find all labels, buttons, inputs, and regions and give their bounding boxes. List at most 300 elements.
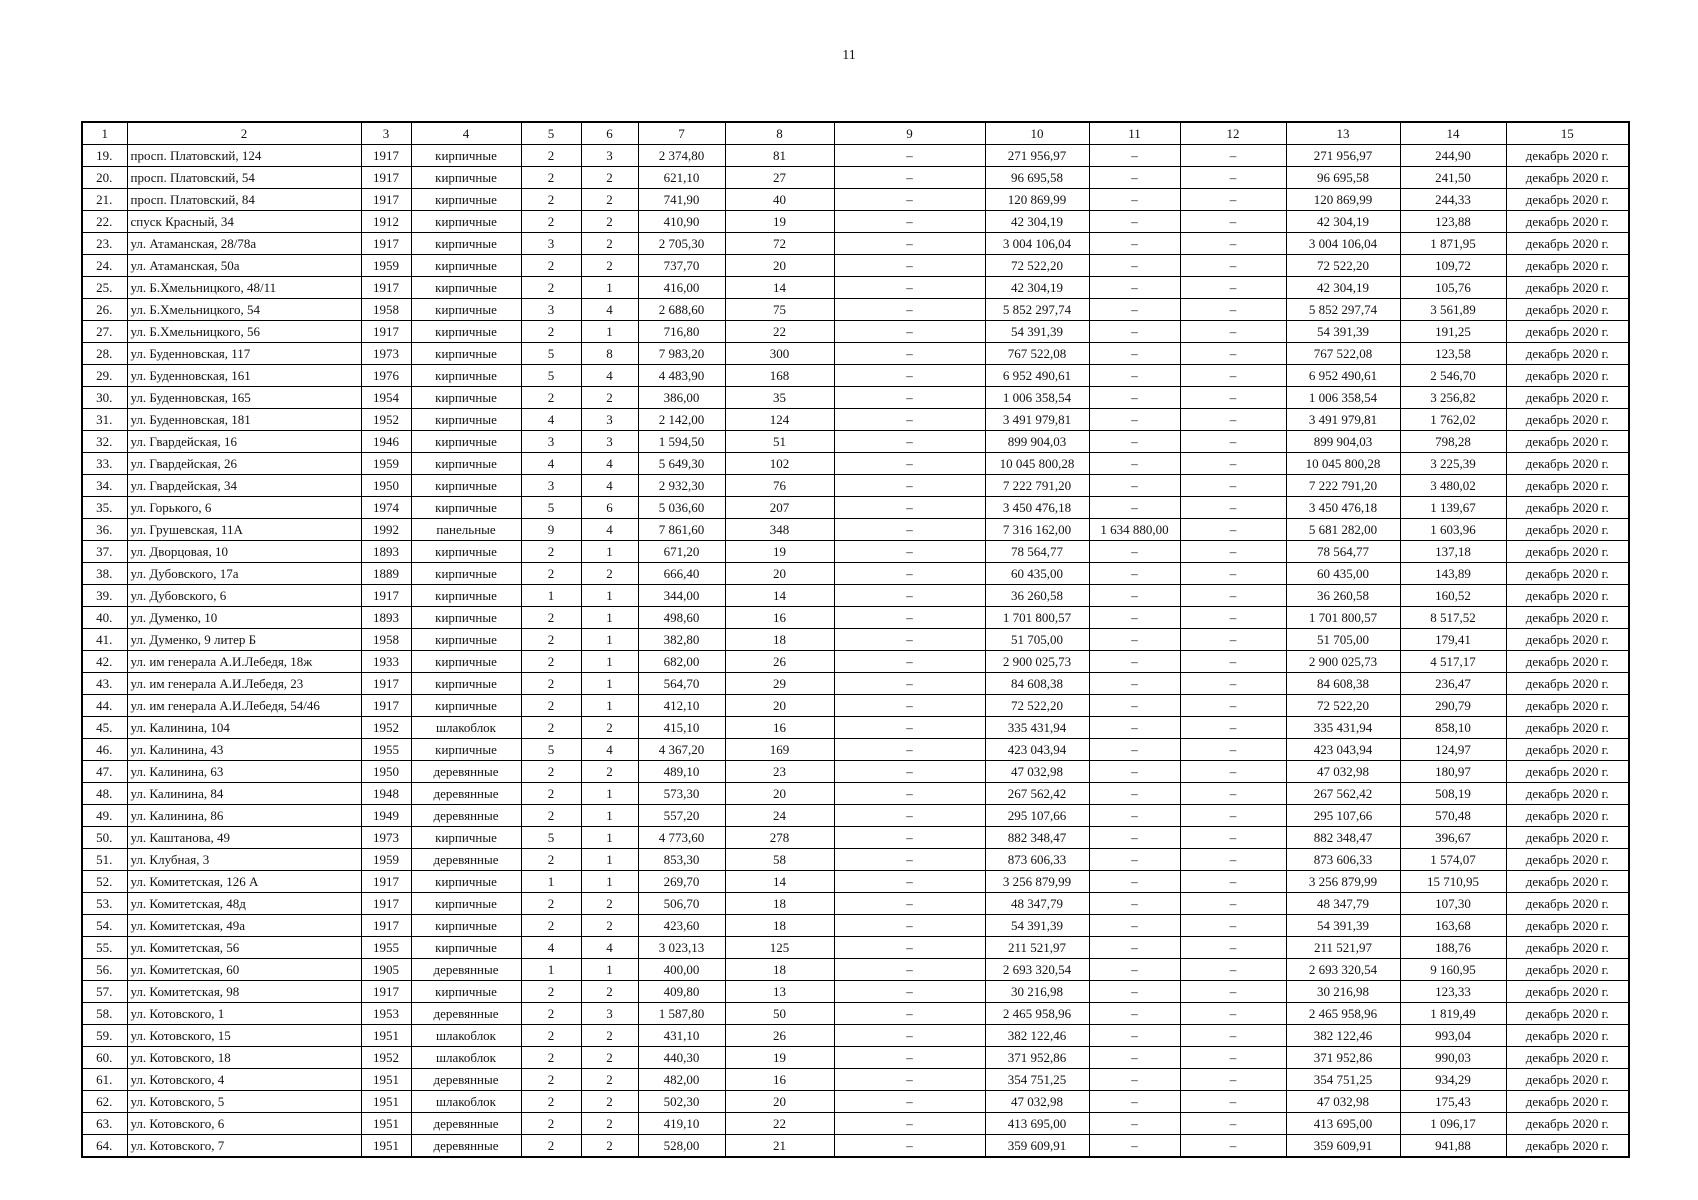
table-row	[82, 453, 1629, 475]
cell-row-number: 36.	[82, 519, 127, 541]
cell-col-12: –	[1180, 255, 1286, 277]
cell-floors: 2	[521, 893, 581, 915]
cell-row-number: 26.	[82, 299, 127, 321]
cell-col-9: –	[834, 739, 985, 761]
table-row	[82, 1135, 1629, 1158]
cell-address: ул. Гвардейская, 26	[127, 453, 361, 475]
cell-col-12: –	[1180, 893, 1286, 915]
cell-total-cost: 36 260,58	[985, 585, 1089, 607]
cell-cost-per-unit: 137,18	[1400, 541, 1506, 563]
cell-deadline: декабрь 2020 г.	[1506, 651, 1629, 673]
table-row	[82, 607, 1629, 629]
cell-area: 1 594,50	[638, 431, 725, 453]
cell-col-13: 882 348,47	[1286, 827, 1400, 849]
cell-wall-material: деревянные	[411, 783, 521, 805]
cell-total-cost: 423 043,94	[985, 739, 1089, 761]
cell-total-cost: 2 693 320,54	[985, 959, 1089, 981]
cell-entrances: 2	[581, 233, 638, 255]
cell-row-number: 25.	[82, 277, 127, 299]
cell-entrances: 4	[581, 475, 638, 497]
cell-col-11: –	[1089, 783, 1180, 805]
cell-residents: 348	[725, 519, 834, 541]
cell-row-number: 24.	[82, 255, 127, 277]
cell-cost-per-unit: 244,33	[1400, 189, 1506, 211]
cell-col-11: –	[1089, 695, 1180, 717]
cell-floors: 4	[521, 937, 581, 959]
cell-floors: 1	[521, 871, 581, 893]
cell-address: ул. Котовского, 1	[127, 1003, 361, 1025]
cell-year-built: 1917	[361, 673, 411, 695]
cell-cost-per-unit: 2 546,70	[1400, 365, 1506, 387]
cell-area: 423,60	[638, 915, 725, 937]
cell-residents: 19	[725, 541, 834, 563]
cell-deadline: декабрь 2020 г.	[1506, 343, 1629, 365]
cell-cost-per-unit: 990,03	[1400, 1047, 1506, 1069]
cell-col-11: –	[1089, 607, 1180, 629]
cell-area: 440,30	[638, 1047, 725, 1069]
cell-floors: 4	[521, 409, 581, 431]
table-row	[82, 959, 1629, 981]
cell-area: 1 587,80	[638, 1003, 725, 1025]
cell-floors: 2	[521, 1135, 581, 1158]
cell-deadline: декабрь 2020 г.	[1506, 497, 1629, 519]
cell-total-cost: 2 900 025,73	[985, 651, 1089, 673]
cell-area: 621,10	[638, 167, 725, 189]
cell-year-built: 1959	[361, 255, 411, 277]
cell-col-11: –	[1089, 299, 1180, 321]
cell-row-number: 46.	[82, 739, 127, 761]
cell-address: ул. Гвардейская, 34	[127, 475, 361, 497]
cell-year-built: 1946	[361, 431, 411, 453]
cell-col-13: 42 304,19	[1286, 277, 1400, 299]
cell-row-number: 56.	[82, 959, 127, 981]
cell-area: 4 367,20	[638, 739, 725, 761]
cell-col-12: –	[1180, 717, 1286, 739]
cell-address: ул. Б.Хмельницкого, 48/11	[127, 277, 361, 299]
cell-floors: 3	[521, 233, 581, 255]
cell-address: ул. Б.Хмельницкого, 54	[127, 299, 361, 321]
cell-col-13: 54 391,39	[1286, 915, 1400, 937]
cell-entrances: 1	[581, 277, 638, 299]
cell-floors: 2	[521, 629, 581, 651]
cell-col-13: 413 695,00	[1286, 1113, 1400, 1135]
cell-address: ул. Клубная, 3	[127, 849, 361, 871]
cell-floors: 5	[521, 365, 581, 387]
cell-wall-material: шлакоблок	[411, 1047, 521, 1069]
column-header-6: 6	[581, 122, 638, 145]
cell-entrances: 2	[581, 563, 638, 585]
cell-cost-per-unit: 160,52	[1400, 585, 1506, 607]
cell-wall-material: кирпичные	[411, 497, 521, 519]
cell-total-cost: 7 316 162,00	[985, 519, 1089, 541]
cell-cost-per-unit: 244,90	[1400, 145, 1506, 167]
cell-area: 410,90	[638, 211, 725, 233]
cell-entrances: 1	[581, 541, 638, 563]
cell-wall-material: шлакоблок	[411, 1091, 521, 1113]
cell-total-cost: 899 904,03	[985, 431, 1089, 453]
cell-area: 419,10	[638, 1113, 725, 1135]
column-header-9: 9	[834, 122, 985, 145]
cell-residents: 278	[725, 827, 834, 849]
cell-year-built: 1955	[361, 937, 411, 959]
cell-col-12: –	[1180, 585, 1286, 607]
cell-cost-per-unit: 105,76	[1400, 277, 1506, 299]
cell-residents: 125	[725, 937, 834, 959]
table-row	[82, 805, 1629, 827]
cell-entrances: 2	[581, 1047, 638, 1069]
cell-col-13: 359 609,91	[1286, 1135, 1400, 1158]
cell-col-13: 2 900 025,73	[1286, 651, 1400, 673]
cell-cost-per-unit: 15 710,95	[1400, 871, 1506, 893]
cell-row-number: 52.	[82, 871, 127, 893]
cell-residents: 50	[725, 1003, 834, 1025]
cell-row-number: 22.	[82, 211, 127, 233]
cell-row-number: 55.	[82, 937, 127, 959]
cell-area: 409,80	[638, 981, 725, 1003]
cell-area: 666,40	[638, 563, 725, 585]
table-row	[82, 629, 1629, 651]
cell-year-built: 1917	[361, 585, 411, 607]
cell-col-11: –	[1089, 893, 1180, 915]
cell-cost-per-unit: 993,04	[1400, 1025, 1506, 1047]
cell-entrances: 4	[581, 937, 638, 959]
cell-wall-material: кирпичные	[411, 211, 521, 233]
cell-row-number: 30.	[82, 387, 127, 409]
cell-residents: 26	[725, 651, 834, 673]
cell-year-built: 1917	[361, 189, 411, 211]
cell-col-11: –	[1089, 937, 1180, 959]
cell-col-11: –	[1089, 211, 1180, 233]
cell-area: 415,10	[638, 717, 725, 739]
cell-address: ул. им генерала А.И.Лебедя, 54/46	[127, 695, 361, 717]
cell-residents: 20	[725, 255, 834, 277]
cell-floors: 2	[521, 607, 581, 629]
table-row	[82, 475, 1629, 497]
cell-wall-material: кирпичные	[411, 827, 521, 849]
cell-col-9: –	[834, 1047, 985, 1069]
cell-residents: 207	[725, 497, 834, 519]
cell-total-cost: 1 006 358,54	[985, 387, 1089, 409]
cell-floors: 5	[521, 739, 581, 761]
cell-floors: 2	[521, 1047, 581, 1069]
cell-floors: 2	[521, 673, 581, 695]
cell-total-cost: 42 304,19	[985, 211, 1089, 233]
cell-residents: 40	[725, 189, 834, 211]
cell-area: 853,30	[638, 849, 725, 871]
cell-row-number: 28.	[82, 343, 127, 365]
cell-total-cost: 2 465 958,96	[985, 1003, 1089, 1025]
cell-col-9: –	[834, 981, 985, 1003]
table-row	[82, 937, 1629, 959]
cell-col-9: –	[834, 1069, 985, 1091]
cell-col-12: –	[1180, 277, 1286, 299]
cell-residents: 19	[725, 211, 834, 233]
cell-col-12: –	[1180, 365, 1286, 387]
cell-total-cost: 7 222 791,20	[985, 475, 1089, 497]
cell-cost-per-unit: 123,33	[1400, 981, 1506, 1003]
cell-col-9: –	[834, 1113, 985, 1135]
cell-entrances: 2	[581, 1069, 638, 1091]
cell-entrances: 2	[581, 981, 638, 1003]
cell-entrances: 2	[581, 167, 638, 189]
cell-col-9: –	[834, 519, 985, 541]
cell-floors: 2	[521, 915, 581, 937]
cell-entrances: 2	[581, 1025, 638, 1047]
cell-year-built: 1917	[361, 321, 411, 343]
cell-col-9: –	[834, 409, 985, 431]
table-row	[82, 1025, 1629, 1047]
cell-entrances: 2	[581, 255, 638, 277]
cell-entrances: 2	[581, 915, 638, 937]
cell-cost-per-unit: 941,88	[1400, 1135, 1506, 1158]
column-header-13: 13	[1286, 122, 1400, 145]
cell-col-11: –	[1089, 739, 1180, 761]
table-row	[82, 255, 1629, 277]
cell-wall-material: кирпичные	[411, 189, 521, 211]
cell-total-cost: 335 431,94	[985, 717, 1089, 739]
column-header-4: 4	[411, 122, 521, 145]
cell-address: ул. Комитетская, 60	[127, 959, 361, 981]
cell-col-12: –	[1180, 409, 1286, 431]
cell-address: ул. Каштанова, 49	[127, 827, 361, 849]
cell-entrances: 3	[581, 431, 638, 453]
table-row	[82, 1113, 1629, 1135]
table-row	[82, 167, 1629, 189]
cell-deadline: декабрь 2020 г.	[1506, 585, 1629, 607]
cell-col-12: –	[1180, 211, 1286, 233]
cell-area: 482,00	[638, 1069, 725, 1091]
cell-cost-per-unit: 3 256,82	[1400, 387, 1506, 409]
cell-year-built: 1893	[361, 541, 411, 563]
cell-floors: 3	[521, 299, 581, 321]
cell-cost-per-unit: 1 819,49	[1400, 1003, 1506, 1025]
cell-col-9: –	[834, 475, 985, 497]
cell-row-number: 23.	[82, 233, 127, 255]
cell-col-13: 5 852 297,74	[1286, 299, 1400, 321]
cell-cost-per-unit: 508,19	[1400, 783, 1506, 805]
cell-col-12: –	[1180, 1047, 1286, 1069]
cell-col-12: –	[1180, 1025, 1286, 1047]
cell-year-built: 1948	[361, 783, 411, 805]
cell-floors: 2	[521, 211, 581, 233]
cell-area: 269,70	[638, 871, 725, 893]
cell-address: ул. Котовского, 6	[127, 1113, 361, 1135]
cell-cost-per-unit: 3 480,02	[1400, 475, 1506, 497]
cell-area: 3 023,13	[638, 937, 725, 959]
cell-residents: 169	[725, 739, 834, 761]
cell-col-13: 10 045 800,28	[1286, 453, 1400, 475]
cell-col-13: 2 465 958,96	[1286, 1003, 1400, 1025]
cell-col-13: 78 564,77	[1286, 541, 1400, 563]
cell-row-number: 62.	[82, 1091, 127, 1113]
cell-col-11: –	[1089, 255, 1180, 277]
cell-cost-per-unit: 8 517,52	[1400, 607, 1506, 629]
cell-floors: 2	[521, 189, 581, 211]
cell-year-built: 1959	[361, 849, 411, 871]
cell-deadline: декабрь 2020 г.	[1506, 541, 1629, 563]
cell-cost-per-unit: 143,89	[1400, 563, 1506, 585]
cell-col-12: –	[1180, 871, 1286, 893]
cell-cost-per-unit: 1 603,96	[1400, 519, 1506, 541]
cell-floors: 3	[521, 475, 581, 497]
cell-wall-material: панельные	[411, 519, 521, 541]
cell-cost-per-unit: 1 574,07	[1400, 849, 1506, 871]
cell-entrances: 1	[581, 321, 638, 343]
cell-address: ул. Калинина, 63	[127, 761, 361, 783]
cell-deadline: декабрь 2020 г.	[1506, 1091, 1629, 1113]
cell-area: 573,30	[638, 783, 725, 805]
cell-year-built: 1917	[361, 915, 411, 937]
cell-wall-material: шлакоблок	[411, 1025, 521, 1047]
cell-cost-per-unit: 3 225,39	[1400, 453, 1506, 475]
cell-row-number: 41.	[82, 629, 127, 651]
cell-address: ул. Комитетская, 126 А	[127, 871, 361, 893]
cell-address: ул. Комитетская, 49а	[127, 915, 361, 937]
column-header-12: 12	[1180, 122, 1286, 145]
column-header-1: 1	[82, 122, 127, 145]
cell-col-13: 267 562,42	[1286, 783, 1400, 805]
table-row	[82, 343, 1629, 365]
cell-area: 506,70	[638, 893, 725, 915]
cell-address: просп. Платовский, 124	[127, 145, 361, 167]
cell-col-9: –	[834, 563, 985, 585]
cell-address: ул. Думенко, 10	[127, 607, 361, 629]
table-row	[82, 409, 1629, 431]
table-row	[82, 717, 1629, 739]
cell-year-built: 1992	[361, 519, 411, 541]
cell-area: 741,90	[638, 189, 725, 211]
cell-deadline: декабрь 2020 г.	[1506, 607, 1629, 629]
cell-entrances: 2	[581, 189, 638, 211]
cell-col-11: –	[1089, 761, 1180, 783]
cell-col-13: 382 122,46	[1286, 1025, 1400, 1047]
cell-col-11: –	[1089, 673, 1180, 695]
cell-col-13: 48 347,79	[1286, 893, 1400, 915]
cell-floors: 2	[521, 783, 581, 805]
cell-row-number: 51.	[82, 849, 127, 871]
cell-cost-per-unit: 570,48	[1400, 805, 1506, 827]
cell-row-number: 20.	[82, 167, 127, 189]
cell-entrances: 2	[581, 1091, 638, 1113]
cell-total-cost: 295 107,66	[985, 805, 1089, 827]
cell-deadline: декабрь 2020 г.	[1506, 827, 1629, 849]
cell-col-13: 2 693 320,54	[1286, 959, 1400, 981]
cell-total-cost: 72 522,20	[985, 695, 1089, 717]
cell-deadline: декабрь 2020 г.	[1506, 673, 1629, 695]
cell-year-built: 1949	[361, 805, 411, 827]
cell-col-12: –	[1180, 783, 1286, 805]
table-row	[82, 431, 1629, 453]
cell-floors: 2	[521, 717, 581, 739]
cell-address: ул. Калинина, 43	[127, 739, 361, 761]
cell-col-11: –	[1089, 827, 1180, 849]
cell-col-13: 72 522,20	[1286, 695, 1400, 717]
cell-residents: 26	[725, 1025, 834, 1047]
column-header-8: 8	[725, 122, 834, 145]
cell-col-11: –	[1089, 871, 1180, 893]
cell-col-9: –	[834, 541, 985, 563]
cell-entrances: 2	[581, 211, 638, 233]
cell-address: ул. Комитетская, 56	[127, 937, 361, 959]
cell-col-12: –	[1180, 1003, 1286, 1025]
cell-address: ул. Дубовского, 6	[127, 585, 361, 607]
table-row	[82, 145, 1629, 167]
cell-cost-per-unit: 798,28	[1400, 431, 1506, 453]
cell-entrances: 8	[581, 343, 638, 365]
table-row	[82, 849, 1629, 871]
cell-col-9: –	[834, 959, 985, 981]
cell-row-number: 61.	[82, 1069, 127, 1091]
cell-total-cost: 211 521,97	[985, 937, 1089, 959]
cell-area: 386,00	[638, 387, 725, 409]
cell-area: 489,10	[638, 761, 725, 783]
cell-deadline: декабрь 2020 г.	[1506, 629, 1629, 651]
cell-floors: 3	[521, 431, 581, 453]
cell-col-12: –	[1180, 343, 1286, 365]
cell-cost-per-unit: 236,47	[1400, 673, 1506, 695]
cell-floors: 1	[521, 959, 581, 981]
cell-address: ул. Думенко, 9 литер Б	[127, 629, 361, 651]
cell-col-12: –	[1180, 739, 1286, 761]
cell-col-11: –	[1089, 1135, 1180, 1158]
cell-year-built: 1953	[361, 1003, 411, 1025]
cell-entrances: 1	[581, 695, 638, 717]
cell-col-11: –	[1089, 563, 1180, 585]
cell-total-cost: 882 348,47	[985, 827, 1089, 849]
cell-col-13: 51 705,00	[1286, 629, 1400, 651]
cell-total-cost: 78 564,77	[985, 541, 1089, 563]
cell-cost-per-unit: 175,43	[1400, 1091, 1506, 1113]
cell-wall-material: кирпичные	[411, 563, 521, 585]
cell-entrances: 1	[581, 607, 638, 629]
cell-cost-per-unit: 1 139,67	[1400, 497, 1506, 519]
cell-entrances: 6	[581, 497, 638, 519]
cell-floors: 5	[521, 827, 581, 849]
cell-year-built: 1893	[361, 607, 411, 629]
cell-wall-material: кирпичные	[411, 409, 521, 431]
cell-area: 2 142,00	[638, 409, 725, 431]
cell-col-9: –	[834, 695, 985, 717]
cell-col-9: –	[834, 651, 985, 673]
cell-residents: 13	[725, 981, 834, 1003]
cell-row-number: 19.	[82, 145, 127, 167]
column-header-10: 10	[985, 122, 1089, 145]
cell-col-13: 6 952 490,61	[1286, 365, 1400, 387]
cell-col-12: –	[1180, 475, 1286, 497]
cell-row-number: 57.	[82, 981, 127, 1003]
cell-col-13: 84 608,38	[1286, 673, 1400, 695]
cell-col-9: –	[834, 299, 985, 321]
cell-deadline: декабрь 2020 г.	[1506, 893, 1629, 915]
cell-year-built: 1958	[361, 629, 411, 651]
cell-residents: 23	[725, 761, 834, 783]
cell-floors: 2	[521, 563, 581, 585]
cell-col-11: –	[1089, 145, 1180, 167]
cell-residents: 22	[725, 321, 834, 343]
cell-col-9: –	[834, 849, 985, 871]
cell-address: ул. Калинина, 86	[127, 805, 361, 827]
cell-wall-material: кирпичные	[411, 871, 521, 893]
cell-col-11: –	[1089, 321, 1180, 343]
cell-cost-per-unit: 290,79	[1400, 695, 1506, 717]
table-row	[82, 1047, 1629, 1069]
cell-col-13: 30 216,98	[1286, 981, 1400, 1003]
cell-wall-material: деревянные	[411, 805, 521, 827]
cell-col-9: –	[834, 893, 985, 915]
cell-address: ул. им генерала А.И.Лебедя, 18ж	[127, 651, 361, 673]
cell-col-9: –	[834, 321, 985, 343]
cell-area: 682,00	[638, 651, 725, 673]
